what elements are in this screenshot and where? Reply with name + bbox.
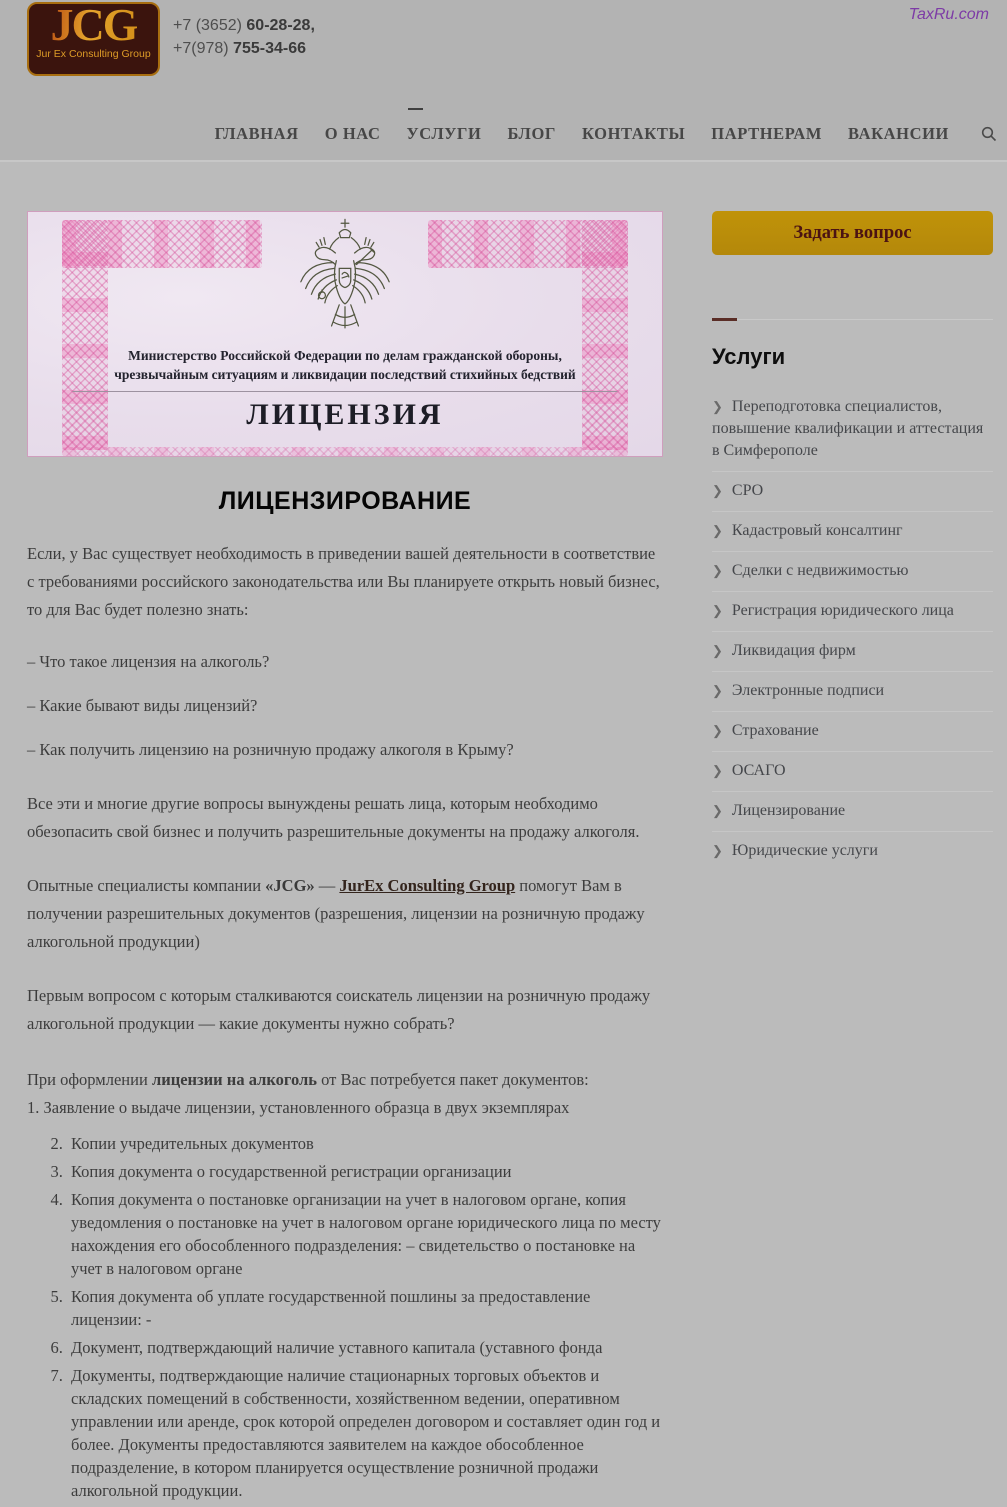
- sidebar-item-likvidaciya-firm[interactable]: ❯ Ликвидация фирм: [712, 632, 993, 672]
- chevron-right-icon: ❯: [712, 683, 723, 698]
- nav-item-partneram[interactable]: ПАРТНЕРАМ: [711, 124, 823, 143]
- doc-list-item: 2. Копии учредительных документов: [67, 1132, 663, 1155]
- guilloche-border-top-right: [428, 220, 628, 268]
- page-title: ЛИЦЕНЗИРОВАНИЕ: [218, 487, 472, 515]
- chevron-right-icon: ❯: [712, 643, 723, 658]
- sidebar-item-strahovanie[interactable]: ❯ Страхование: [712, 712, 993, 752]
- logo-subtitle: Jur Ex Consulting Group: [36, 48, 151, 60]
- sidebar-item-licenzirovanie[interactable]: ❯ Лицензирование: [712, 792, 993, 832]
- documents-list: [27, 1132, 663, 1502]
- chevron-right-icon: ❯: [712, 723, 723, 738]
- logo-acronym: JCG: [50, 0, 137, 50]
- double-headed-eagle-coat-of-arms-icon: [297, 218, 393, 336]
- taxru-watermark-link[interactable]: TaxRu.com: [908, 6, 989, 23]
- paragraph-specialists: Опытные специалисты компании «JCG» — JurEx Consulting Group помогут Вам в получении разрешительных документов (разрешения, лицензии на розничную продажу алкогольной продукции): [27, 876, 645, 951]
- nav-item-kontakty[interactable]: КОНТАКТЫ: [581, 124, 686, 143]
- main-navigation: [215, 124, 997, 144]
- certificate-title: ЛИЦЕНЗИЯ: [246, 398, 444, 431]
- ask-question-button[interactable]: Задать вопрос: [712, 211, 993, 255]
- services-list: [712, 388, 993, 871]
- nav-item-uslugi[interactable]: УСЛУГИ: [407, 124, 482, 144]
- nav-item-glavnaya[interactable]: ГЛАВНАЯ: [214, 124, 299, 143]
- doc-list-item: 6. Документ, подтверждающий наличие уставного капитала (уставного фонда: [67, 1336, 663, 1359]
- sidebar-item-sdelki-s-nedvizhimostyu[interactable]: ❯ Сделки с недвижимостью: [712, 552, 993, 592]
- sidebar-divider: [712, 319, 993, 320]
- doc-list-item: 7. Документы, подтверждающие наличие стационарных торговых объектов и складских помещений в собственности, хозяйственном ведении, оперативном управлении или аренде, срок которой определен договором и составляет один год и более. Документы предоставляются заявителем на каждое обособленное подразделение, в котором планируется осуществление розничной продажи алкогольной продукции.: [67, 1364, 663, 1502]
- chevron-right-icon: ❯: [712, 603, 723, 618]
- bold-license-phrase: лицензии на алкоголь: [151, 1070, 317, 1089]
- doc-list-item: 4. Копия документа о постановке организации на учет в налоговом органе, копия уведомления о постановке на учет в налоговом органе юридического лица по месту нахождения его обособленного подразделения: – свидетельство о постановке на учет в налоговом органе: [67, 1188, 663, 1280]
- guilloche-border-top-left: [62, 220, 262, 268]
- license-certificate-image: [27, 211, 663, 457]
- sidebar-item-sro[interactable]: ❯ СРО: [712, 472, 993, 512]
- question-item: – Какие бывают виды лицензий?: [27, 696, 258, 715]
- certificate-ministry-text: Министерство Российской Федерации по делам гражданской обороны, чрезвычайным ситуациям и ликвидации последствий стихийных бедствий: [72, 346, 617, 392]
- doc-list-item: 5. Копия документа об уплате государственной пошлины за предоставление лицензии: -: [67, 1285, 663, 1331]
- header-phone-numbers: [173, 14, 315, 60]
- jurex-consulting-group-link[interactable]: JurEx Consulting Group: [339, 876, 516, 895]
- article-column: [27, 211, 663, 1507]
- phone-line-1: +7 (3652) 60-28-28,: [173, 17, 315, 34]
- chevron-right-icon: ❯: [712, 399, 723, 414]
- chevron-right-icon: ❯: [712, 563, 723, 578]
- paragraph-all-questions: Все эти и многие другие вопросы вынуждены решать лица, которым необходимо обезопасить свой бизнес и получить разрешительные документы на продажу алкоголя.: [27, 794, 640, 841]
- chevron-right-icon: ❯: [712, 483, 723, 498]
- sidebar-item-yuridicheskie-uslugi[interactable]: ❯ Юридические услуги: [712, 842, 878, 859]
- doc-list-first-item: 1. Заявление о выдаче лицензии, установленного образца в двух экземплярах: [27, 1098, 570, 1117]
- paragraph-documents-intro: При оформлении лицензии на алкоголь от Вас потребуется пакет документов: 1. Заявление о выдаче лицензии, установленного образца в двух экземплярах: [27, 1070, 589, 1117]
- sidebar-item-osago[interactable]: ❯ ОСАГО: [712, 752, 993, 792]
- divider-accent: [712, 318, 737, 321]
- services-heading: Услуги: [712, 344, 786, 369]
- active-page-indicator: [408, 108, 423, 110]
- sidebar-item-elektronnye-podpisi[interactable]: ❯ Электронные подписи: [712, 672, 993, 712]
- question-item: – Что такое лицензия на алкоголь?: [27, 652, 270, 671]
- sidebar: [712, 211, 993, 871]
- chevron-right-icon: ❯: [712, 843, 723, 858]
- company-logo[interactable]: [27, 2, 160, 76]
- paragraph-first-question: Первым вопросом с которым сталкиваются соискатель лицензии на розничную продажу алкогольной продукции — какие документы нужно собрать?: [27, 986, 651, 1033]
- search-icon[interactable]: [981, 126, 997, 142]
- doc-list-item: 3. Копия документа о государственной регистрации организации: [67, 1160, 663, 1183]
- article: [27, 487, 663, 1502]
- nav-item-o-nas[interactable]: О НАС: [324, 124, 381, 143]
- chevron-right-icon: ❯: [712, 803, 723, 818]
- nav-item-blog[interactable]: БЛОГ: [507, 124, 556, 143]
- sidebar-item-registraciya-yur-lica[interactable]: ❯ Регистрация юридического лица: [712, 592, 993, 632]
- sidebar-item-perepodgotovka[interactable]: ❯ Переподготовка специалистов, повышение квалификации и аттестация в Симферополе: [712, 388, 993, 472]
- question-item: – Как получить лицензию на розничную продажу алкоголя в Крыму?: [27, 740, 514, 759]
- brand-abbreviation: «JCG»: [265, 876, 315, 895]
- sidebar-item-kadastrovy-konsalting[interactable]: ❯ Кадастровый консалтинг: [712, 512, 993, 552]
- site-header: [0, 0, 1007, 162]
- chevron-right-icon: ❯: [712, 523, 723, 538]
- chevron-right-icon: ❯: [712, 763, 723, 778]
- guilloche-border-bottom: [62, 447, 628, 456]
- page-body: [0, 162, 1007, 1507]
- nav-item-vakansii[interactable]: ВАКАНСИИ: [848, 124, 949, 143]
- phone-line-2: +7(978) 755-34-66: [173, 40, 306, 57]
- article-intro-paragraph: Если, у Вас существует необходимость в приведении вашей деятельности в соответствие с требованиями российского законодательства или Вы планируете открыть новый бизнес, то для Вас будет полезно знать:: [27, 544, 660, 619]
